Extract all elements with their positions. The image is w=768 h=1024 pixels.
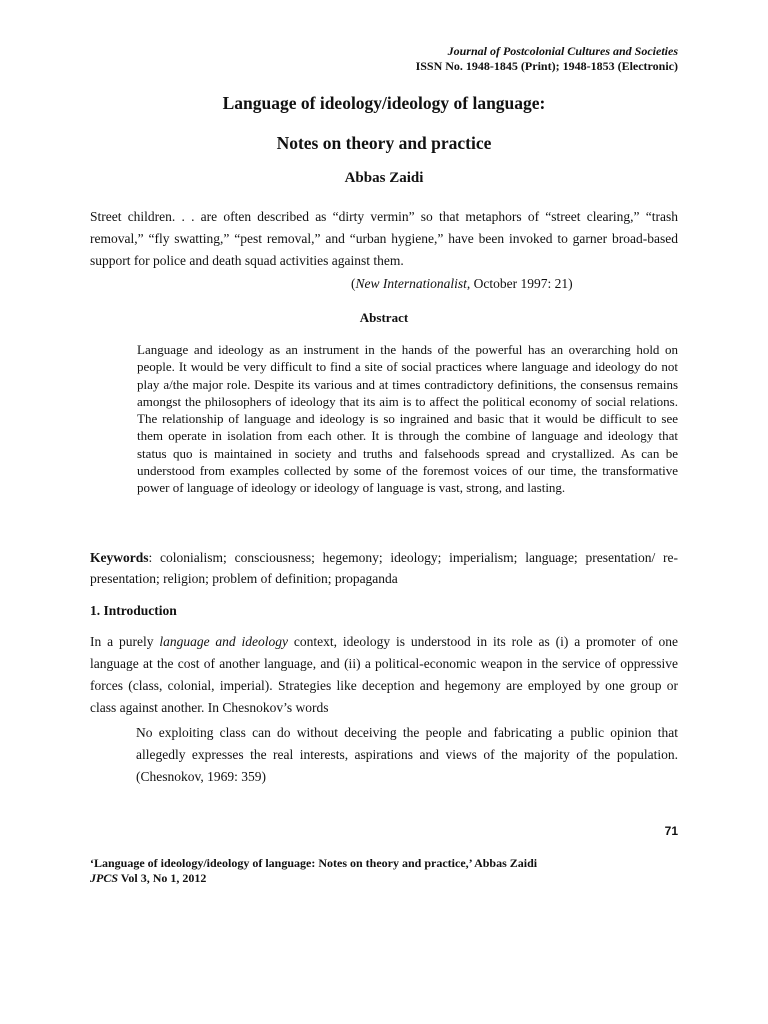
abstract-heading: Abstract <box>359 310 409 325</box>
journal-name: Journal of Postcolonial Cultures and Societies <box>447 44 678 58</box>
section-heading-introduction: 1. Introduction <box>90 603 177 618</box>
issn-line: ISSN No. 1948-1845 (Print); 1948-1853 (Electronic) <box>415 59 678 73</box>
epigraph-text: Street children. . . are often described as “dirty vermin” so that metaphors of “street clearing,” “trash removal,” “fly swatting,” “pest removal,” and “urban hygiene,” have been invoked to garner broad-based support for police and death squad activities against them. <box>90 209 678 268</box>
keywords-list: : colonialism; consciousness; hegemony; ideology; imperialism; language; presentation/ re-presentation; religion; problem of definition; propaganda <box>90 550 678 586</box>
citation-source: New Internationalist <box>355 276 467 291</box>
footer-citation: ‘Language of ideology/ideology of language: Notes on theory and practice,’ Abbas Zaidi <box>90 856 538 870</box>
keywords-label: Keywords <box>90 550 149 565</box>
epigraph-citation <box>351 276 573 292</box>
keywords <box>90 547 678 589</box>
title-block <box>90 93 678 187</box>
block-quote: No exploiting class can do without deceiving the people and fabricating a public opinion that allegedly expresses the real interests, aspirations and views of the majority of the population. (Chesnokov, 1969: 359) <box>136 725 678 784</box>
page-number: 71 <box>664 824 678 838</box>
article-title-line-2: Notes on theory and practice <box>276 133 492 153</box>
intro-italic: language and ideology <box>159 634 289 649</box>
intro-prefix: In a purely <box>90 634 160 649</box>
footer-volume-line <box>90 871 537 886</box>
article-title-line-1: Language of ideology/ideology of language: <box>222 93 546 113</box>
citation-open: ( <box>351 276 356 291</box>
footer-volume: Vol 3, No 1, 2012 <box>118 871 207 885</box>
introduction-paragraph <box>90 631 678 719</box>
abstract-body: Language and ideology as an instrument in the hands of the powerful has an overarching hold on people. It would be very difficult to find a site of social practices where language and ideology do not play a/the major role. Despite its various and at times contradictory definitions, the consensus remains amongst the philosophers of ideology that its aim is to affect the political economy of social relations. The relationship of language and ideology is so ingrained and basic that it would be difficult to see them operate in isolation from each other. It is through the combine of language and ideology that status quo is maintained in society and truths and falsehoods spread and crystallized. As can be understood from examples collected by some of the foremost voices of our time, the transformative power of language of ideology or ideology of language is vast, strong, and lasting. <box>137 342 678 496</box>
footer <box>90 856 537 886</box>
footer-journal-abbr: JPCS <box>90 871 119 885</box>
author-name: Abbas Zaidi <box>344 170 424 186</box>
intro-rest: context, ideology is understood in its role as (i) a promoter of one language at the cost of another language, and (ii) a political-economic weapon in the service of oppressive forces (class, colonial, imperial). Strategies like deception and hegemony are employed by one group or class against another. In Chesnokov’s words <box>90 634 678 715</box>
journal-header <box>416 44 678 74</box>
citation-rest: , October 1997: 21) <box>466 276 573 291</box>
